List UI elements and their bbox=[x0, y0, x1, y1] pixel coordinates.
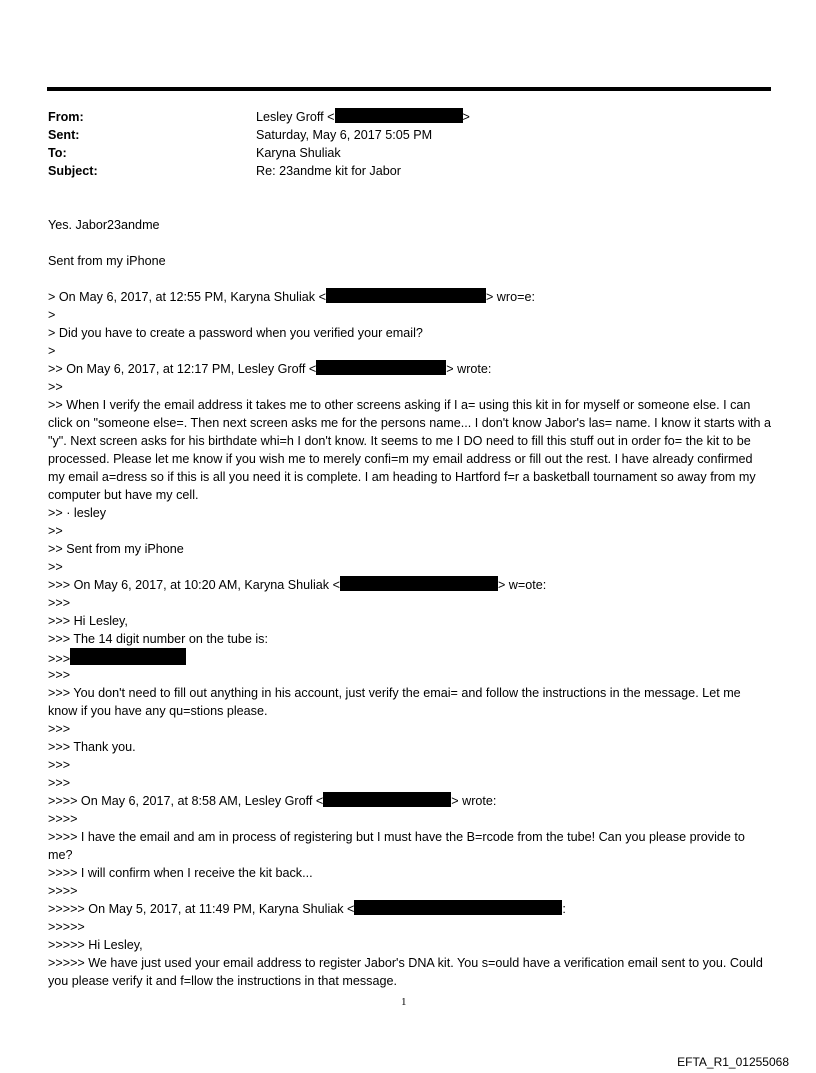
sent-row bbox=[48, 126, 470, 144]
redaction-box bbox=[70, 648, 186, 665]
quote-header-line bbox=[48, 792, 772, 810]
body-line: >>> bbox=[48, 668, 71, 682]
redaction-box bbox=[354, 900, 562, 915]
to-label: To: bbox=[48, 146, 67, 160]
quote-header-tail: > wrote: bbox=[446, 362, 492, 376]
quote-header-text: >> On May 6, 2017, at 12:17 PM, Lesley Groff < bbox=[48, 362, 317, 376]
body-paragraph: >>>> I have the email and am in process of registering but I must have the B=rcode from the tube! Can you please provide to me? bbox=[48, 830, 745, 862]
blank-line bbox=[48, 270, 772, 288]
body-line: >>> The 14 digit number on the tube is: bbox=[48, 632, 268, 646]
redaction-box bbox=[316, 360, 446, 375]
quote-header-text: > On May 6, 2017, at 12:55 PM, Karyna Shuliak < bbox=[48, 290, 326, 304]
quote-header-tail: : bbox=[562, 902, 566, 916]
redaction-box bbox=[335, 108, 463, 123]
body-line: >>>> I will confirm when I receive the kit back... bbox=[48, 866, 313, 880]
body-line: > bbox=[48, 344, 56, 358]
page-number: 1 bbox=[401, 996, 407, 1008]
body-line: Yes. Jabor23andme bbox=[48, 218, 160, 232]
sent-value: Saturday, May 6, 2017 5:05 PM bbox=[256, 128, 433, 142]
to-row bbox=[48, 144, 470, 162]
subject-row bbox=[48, 162, 470, 180]
email-body bbox=[48, 216, 772, 990]
body-line-with-redaction bbox=[48, 648, 772, 666]
redaction-box bbox=[323, 792, 451, 807]
from-row bbox=[48, 108, 470, 126]
quote-marker: >>> bbox=[48, 652, 71, 666]
subject-label: Subject: bbox=[48, 164, 98, 178]
body-line: Sent from my iPhone bbox=[48, 254, 166, 268]
body-line: >>>> bbox=[48, 884, 78, 898]
quote-header-tail: > w=ote: bbox=[497, 578, 547, 592]
quote-header-line bbox=[48, 288, 772, 306]
quote-header-line bbox=[48, 360, 772, 378]
body-paragraph: >>> You don't need to fill out anything in his account, just verify the emai= and follow the instructions in the message. Let me know if you have any qu=stions please. bbox=[48, 686, 741, 718]
body-line: >>> bbox=[48, 758, 71, 772]
body-line: >> bbox=[48, 380, 63, 394]
blank-line bbox=[48, 234, 772, 252]
body-paragraph: >>>>> We have just used your email address to register Jabor's DNA kit. You s=ould have a verification email sent to you. Could you please verify it and f=llow the instructions in that message. bbox=[48, 956, 763, 988]
body-line: >>> bbox=[48, 776, 71, 790]
body-line: >> bbox=[48, 560, 63, 574]
body-paragraph: >> When I verify the email address it takes me to other screens asking if I a= using this kit in for myself or someone else. I can click on "someone else=. Then next screen asks me for the persons name... I don't know Jabor's las= name. I know it starts with a "y". Next screen asks for his birthdate whi=h I don't know. It seems to me I DO need to fill this stuff out in order fo= the kit to be processed. Please let me know if you wish me to merely confi=m my email address or fill out the rest. I have already confirmed my email a=dress so if this is all you need it is complete. I am heading to Hartford f=r a basketball tournament so away from my computer but have my cell. bbox=[48, 398, 772, 502]
quote-header-tail: > wrote: bbox=[451, 794, 497, 808]
from-label: From: bbox=[48, 110, 84, 124]
redaction-box bbox=[326, 288, 486, 303]
quote-header-tail: > wro=e: bbox=[485, 290, 535, 304]
body-line: >>>>> Hi Lesley, bbox=[48, 938, 143, 952]
body-line: >>>> bbox=[48, 812, 78, 826]
quote-header-text: >>> On May 6, 2017, at 10:20 AM, Karyna Shuliak < bbox=[48, 578, 340, 592]
body-line: >> · lesley bbox=[48, 506, 107, 520]
quote-header-text: >>>>> On May 5, 2017, at 11:49 PM, Karyna Shuliak < bbox=[48, 902, 355, 916]
sent-label: Sent: bbox=[48, 128, 80, 142]
body-line: >>>>> bbox=[48, 920, 85, 934]
from-value bbox=[256, 108, 470, 126]
body-line: >> Sent from my iPhone bbox=[48, 542, 184, 556]
to-value: Karyna Shuliak bbox=[256, 146, 341, 160]
from-close: > bbox=[462, 110, 470, 124]
bates-number: EFTA_R1_01255068 bbox=[677, 1055, 789, 1069]
quote-header-text: >>>> On May 6, 2017, at 8:58 AM, Lesley Groff < bbox=[48, 794, 324, 808]
from-name: Lesley Groff < bbox=[256, 110, 335, 124]
quote-header-line bbox=[48, 576, 772, 594]
quote-header-line bbox=[48, 900, 772, 918]
body-line: > Did you have to create a password when you verified your email? bbox=[48, 326, 423, 340]
body-line: >> bbox=[48, 524, 63, 538]
body-line: >>> Hi Lesley, bbox=[48, 614, 128, 628]
body-line: >>> Thank you. bbox=[48, 740, 136, 754]
body-line: >>> bbox=[48, 596, 71, 610]
body-line: >>> bbox=[48, 722, 71, 736]
body-line: > bbox=[48, 308, 56, 322]
header-rule bbox=[47, 87, 771, 91]
subject-value: Re: 23andme kit for Jabor bbox=[256, 164, 401, 178]
redaction-box bbox=[340, 576, 498, 591]
email-header bbox=[48, 108, 470, 180]
